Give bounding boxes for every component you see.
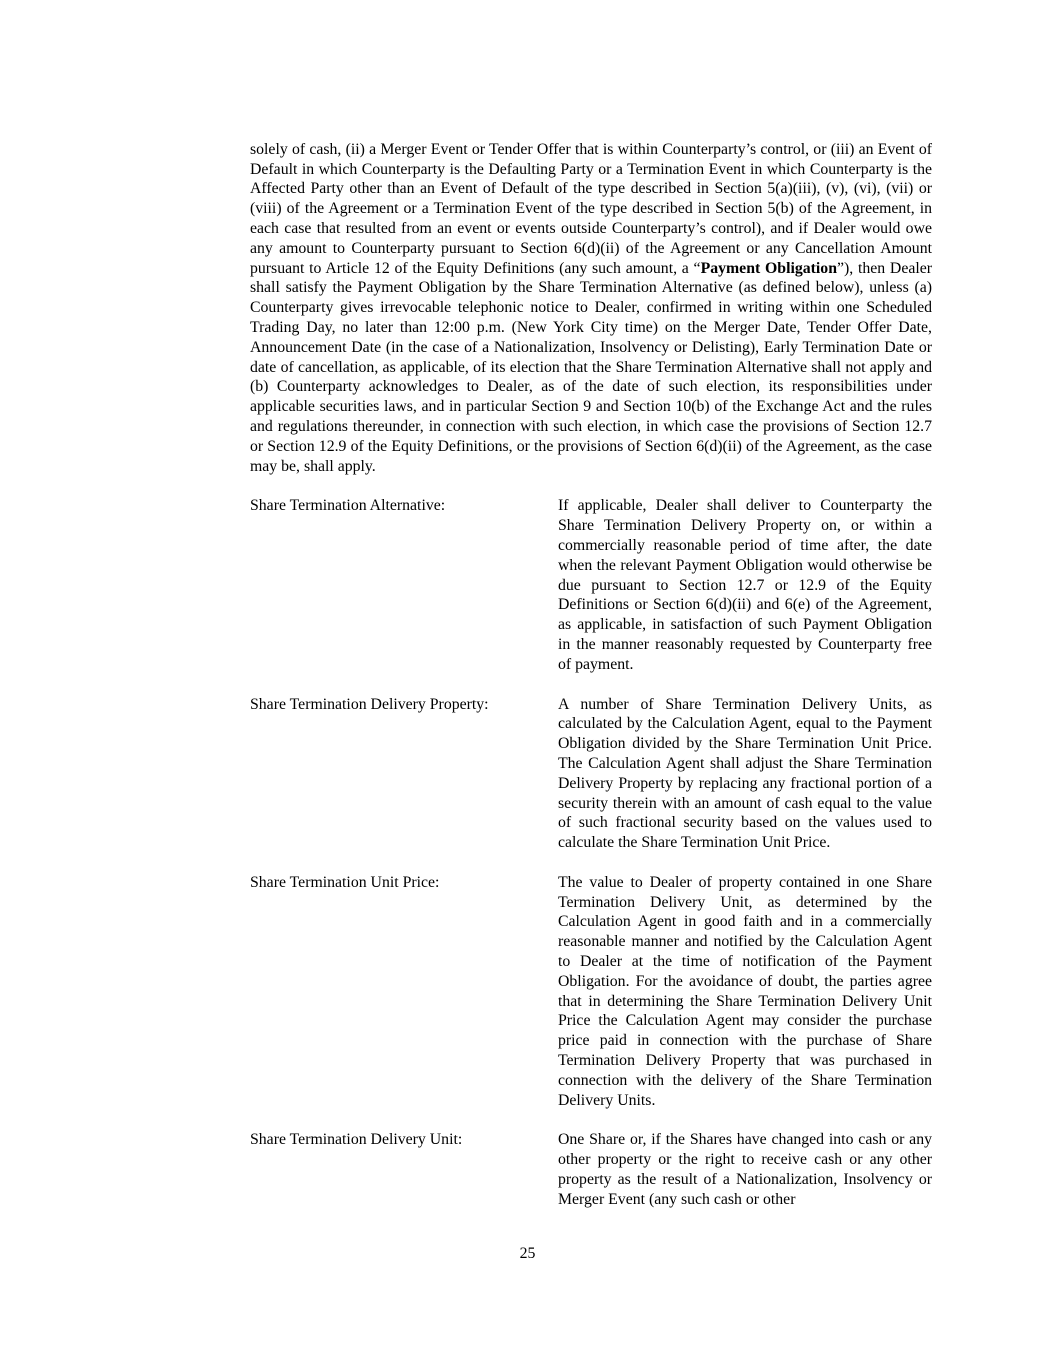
page-number: 25 xyxy=(519,1245,536,1262)
definition-text: If applicable, Dealer shall deliver to Counterparty the Share Termination Delivery Property on, or within a commercially reasonable period of time after, the date when the relevant Payment Obligation would otherwise be due pursuant to Section 12.7 or 12.9 of the Equity Definitions or Section 6(d)(ii) and 6(e) of the Agreement, as applicable, in satisfaction of such Payment Obligation in the manner reasonably requested by Counterparty free of payment. xyxy=(558,497,932,673)
definition-row-share-termination-unit-price xyxy=(250,873,932,1111)
definition-row-share-termination-alternative xyxy=(250,496,932,674)
definition-text: A number of Share Termination Delivery Units, as calculated by the Calculation Agent, equal to the Payment Obligation divided by the Share Termination Unit Price. The Calculation Agent shall adjust the Share Termination Delivery Property by replacing any fractional portion of a security therein with an amount of cash equal to the value of such fractional security based on the values used to calculate the Share Termination Unit Price. xyxy=(558,695,932,852)
definition-text: One Share or, if the Shares have changed into cash or any other property or the right to receive cash or any other property as the result of a Nationalization, Insolvency or Merger Event (any such cash or other xyxy=(558,1131,932,1208)
intro-paragraph xyxy=(250,140,932,477)
definition-term: Share Termination Unit Price: xyxy=(250,873,440,891)
payment-obligation-bold-term: Payment Obligation xyxy=(700,259,837,277)
definition-term: Share Termination Alternative: xyxy=(250,497,446,515)
definition-text: The value to Dealer of property contained in one Share Termination Delivery Unit, as determined by the Calculation Agent in good faith and in a commercially reasonable manner and notified by the Calculation Agent to Dealer at the time of notification of the Payment Obligation. For the avoidance of doubt, the parties agree that in determining the Share Termination Delivery Unit Price the Calculation Agent may consider the purchase price paid in connection with the purchase of Share Termination Delivery Property that was purchased in connection with the delivery of the Share Termination Delivery Units. xyxy=(558,873,932,1109)
intro-text-after: ”), then Dealer shall satisfy the Payment Obligation by the Share Termination Alternative (as defined below), unless (a) Counterparty gives irrevocable telephonic notice to Dealer, confirmed in writing within one Scheduled Trading Day, no later than 12:00 p.m. (New York City time) on the Merger Date, Tender Offer Date, Announcement Date (in the case of a Nationalization, Insolvency or Delisting), Early Termination Date or date of cancellation, as applicable, of its election that the Share Termination Alternative shall not apply and (b) Counterparty acknowledges to Dealer, as of the date of such election, its responsibilities under applicable securities laws, and in particular Section 9 and Section 10(b) of the Exchange Act and the rules and regulations thereunder, in connection with such election, in which case the provisions of Section 12.7 or Section 12.9 of the Equity Definitions, or the provisions of Section 6(d)(ii) of the Agreement, as the case may be, shall apply. xyxy=(250,259,933,475)
definition-row-share-termination-delivery-unit xyxy=(250,1130,932,1209)
intro-text-before: solely of cash, (ii) a Merger Event or Tender Offer that is within Counterparty’s control, or (iii) an Event of Default in which Counterparty is the Defaulting Party or a Termination Event in which Counterparty is the Affected Party other than an Event of Default of the type described in Section 5(a)(iii), (v), (vi), (vii) or (viii) of the Agreement or a Termination Event of the type described in Section 5(b) of the Agreement, in each case that resulted from an event or events outside Counterparty’s control), and if Dealer would owe any amount to Counterparty pursuant to Section 6(d)(ii) of the Agreement or any Cancellation Amount pursuant to Article 12 of the Equity Definitions (any such amount, a “ xyxy=(250,140,932,277)
definition-row-share-termination-delivery-property xyxy=(250,695,932,853)
document-content xyxy=(250,124,932,1210)
definition-term: Share Termination Delivery Unit: xyxy=(250,1131,463,1149)
definition-term: Share Termination Delivery Property: xyxy=(250,695,489,713)
